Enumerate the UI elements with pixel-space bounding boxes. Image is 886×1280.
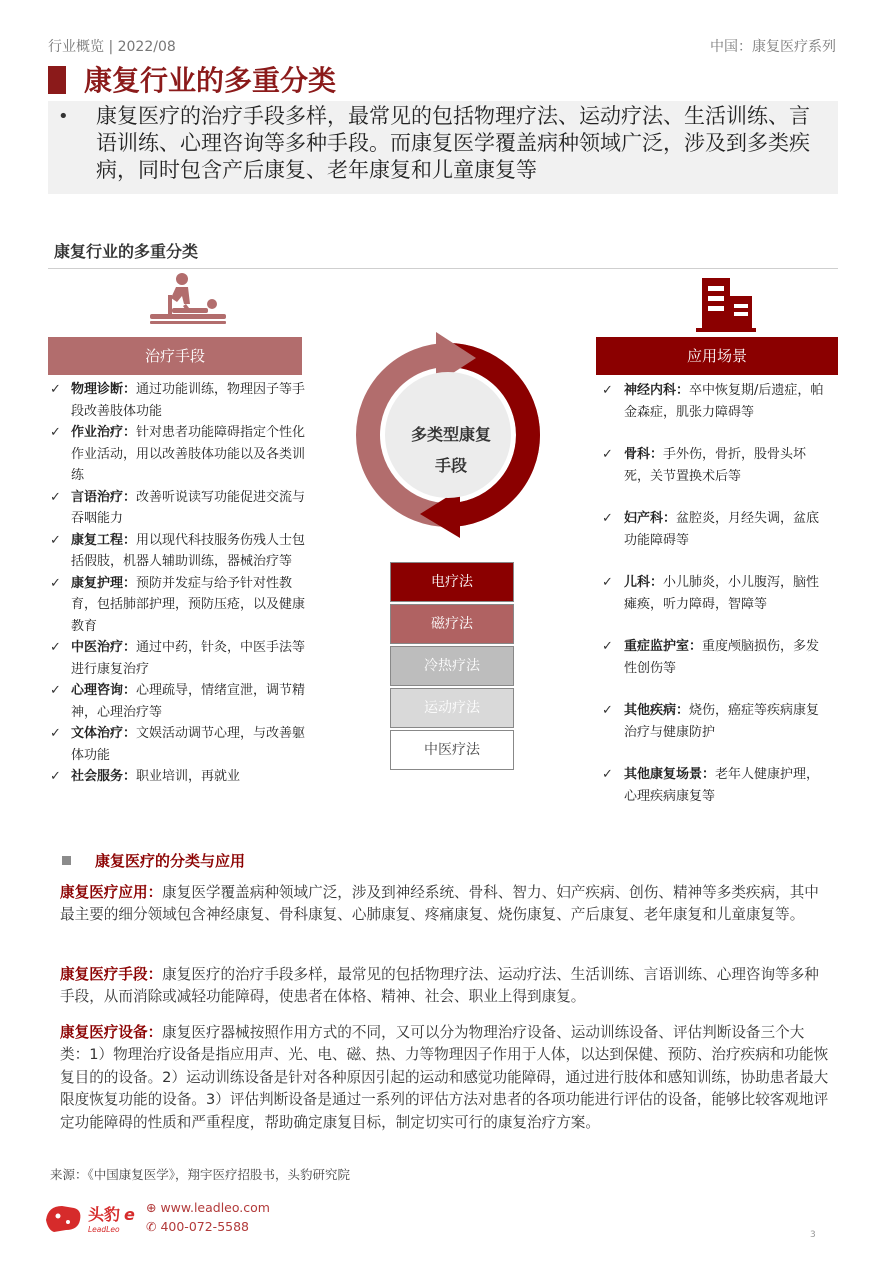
svg-text:LeadLeo: LeadLeo <box>88 1225 120 1234</box>
list-item <box>48 573 310 638</box>
list-item <box>600 572 830 615</box>
subsection-title: 康复医疗的分类与应用 <box>95 852 246 870</box>
list-item <box>48 379 310 422</box>
paragraph-methods <box>60 964 830 1009</box>
cycle-label-line: 多类型康复 <box>410 425 491 444</box>
application-scenarios-list <box>600 380 830 828</box>
check-icon: ✓ <box>50 726 61 741</box>
paragraph-text: 康复医疗的治疗手段多样，最常见的包括物理疗法、运动疗法、生活训练、言语训练、心理咨询等多种手段，从而消除或减轻功能障碍，使患者在体格、精神、社会、职业上得到康复。 <box>60 966 819 1006</box>
item-key: 物理诊断： <box>71 382 137 397</box>
item-key: 儿科： <box>624 575 664 590</box>
item-key: 其他康复场景： <box>624 767 716 782</box>
item-text: 烧伤，癌症等疾病康复治疗与健康防护 <box>624 703 820 740</box>
item-text: 手外伤，骨折，股骨头坏死，关节置换术后等 <box>624 447 807 484</box>
check-icon: ✓ <box>602 703 613 718</box>
website-text: www.leadleo.com <box>160 1200 270 1215</box>
check-icon: ✓ <box>602 639 613 654</box>
svg-text:e: e <box>124 1205 135 1224</box>
list-item <box>48 680 310 723</box>
item-key: 其他疾病： <box>624 703 690 718</box>
divider <box>48 268 838 269</box>
item-key: 康复工程： <box>71 532 137 548</box>
item-text: 盆腔炎，月经失调，盆底功能障碍等 <box>624 511 820 548</box>
check-icon: ✓ <box>50 769 61 784</box>
check-icon: ✓ <box>602 447 613 462</box>
method-thermotherapy: 冷热疗法 <box>390 646 514 686</box>
method-electrotherapy: 电疗法 <box>390 562 514 602</box>
application-scenarios-heading: 应用场景 <box>596 337 838 375</box>
item-text: 老年人健康护理，心理疾病康复等 <box>624 767 820 804</box>
item-key: 文体治疗： <box>71 726 137 741</box>
item-key: 重症监护室： <box>624 639 703 654</box>
phone-number <box>146 1219 249 1234</box>
cycle-label <box>396 419 506 481</box>
square-bullet-icon <box>62 856 71 865</box>
massage-therapy-icon <box>146 272 228 328</box>
list-item <box>600 700 830 743</box>
report-category: 行业概览 | 2022/08 <box>48 39 176 55</box>
list-item <box>48 723 310 766</box>
item-key: 社会服务： <box>71 769 137 784</box>
cycle-label-line: 手段 <box>434 456 467 475</box>
item-key: 心理咨询： <box>71 683 137 698</box>
item-key: 作业治疗： <box>71 425 137 440</box>
list-item <box>600 508 830 551</box>
method-tcm-therapy: 中医疗法 <box>390 730 514 770</box>
check-icon: ✓ <box>50 489 61 505</box>
check-icon: ✓ <box>50 683 61 698</box>
check-icon: ✓ <box>602 383 613 398</box>
list-item <box>48 637 310 680</box>
check-icon: ✓ <box>602 511 613 526</box>
list-item <box>48 530 310 573</box>
list-item <box>48 487 310 530</box>
list-item <box>600 444 830 487</box>
page-title: 康复行业的多重分类 <box>84 64 337 97</box>
list-item <box>48 766 310 788</box>
website-link[interactable] <box>146 1200 270 1215</box>
item-text: 小儿肺炎，小儿腹泻，脑性瘫痪，听力障碍，智障等 <box>624 575 820 612</box>
item-text: 重度颅脑损伤，多发性创伤等 <box>624 639 820 676</box>
check-icon: ✓ <box>50 382 61 397</box>
check-icon: ✓ <box>50 640 61 655</box>
therapy-methods-stack <box>390 562 514 772</box>
list-item <box>600 380 830 423</box>
title-accent-bar <box>48 66 66 94</box>
item-key: 骨科： <box>624 447 664 462</box>
summary-text: 康复医疗的治疗手段多样，最常见的包括物理疗法、运动疗法、生活训练、言语训练、心理咨询等多种手段。而康复医学覆盖病种领域广泛，涉及到多类疾病，同时包含产后康复、老年康复和儿童康复等 <box>96 104 810 182</box>
paragraph-text: 康复医学覆盖病种领域广泛，涉及到神经系统、骨科、智力、妇产疾病、创伤、精神等多类疾病，其中最主要的细分领域包含神经康复、骨科康复、心肺康复、疼痛康复、烧伤康复、产后康复、老年康复和儿童康复等。 <box>60 884 819 924</box>
list-item <box>48 422 310 487</box>
item-key: 中医治疗： <box>71 640 137 655</box>
item-text: 心理疏导，情绪宣泄，调节精神，心理治疗等 <box>71 683 306 720</box>
check-icon: ✓ <box>50 425 61 440</box>
item-key: 康复护理： <box>71 575 137 591</box>
list-item <box>600 764 830 807</box>
item-text: 通过功能训练，物理因子等手段改善肢体功能 <box>71 382 306 419</box>
check-icon: ✓ <box>602 767 613 782</box>
paragraph-key: 康复医疗手段： <box>60 966 163 983</box>
item-text: 职业培训，再就业 <box>136 769 241 784</box>
svg-text:头豹: 头豹 <box>88 1205 121 1224</box>
item-key: 妇产科： <box>624 511 677 526</box>
section-title: 康复行业的多重分类 <box>54 242 199 261</box>
leadleo-logo <box>44 1198 156 1238</box>
item-text: 通过中药，针灸，中医手法等进行康复治疗 <box>71 640 306 677</box>
page-number: 3 <box>810 1230 816 1240</box>
method-magnetotherapy: 磁疗法 <box>390 604 514 644</box>
paragraph-equipment <box>60 1022 830 1134</box>
treatment-methods-heading: 治疗手段 <box>48 337 302 375</box>
item-text: 卒中恢复期/后遗症，帕金森症，肌张力障碍等 <box>624 383 824 420</box>
paragraph-applications <box>60 882 830 927</box>
globe-icon: ⊕ <box>146 1200 161 1215</box>
item-text: 文娱活动调节心理，与改善躯体功能 <box>71 726 306 763</box>
check-icon: ✓ <box>50 532 61 548</box>
paragraph-key: 康复医疗设备： <box>60 1024 163 1041</box>
method-exercise-therapy: 运动疗法 <box>390 688 514 728</box>
hospital-building-icon <box>696 278 756 332</box>
bullet-icon: • <box>58 106 69 127</box>
phone-text: 400-072-5588 <box>160 1219 250 1234</box>
item-text: 用以现代科技服务伤残人士包括假肢，机器人辅助训练，器械治疗等 <box>71 532 306 569</box>
source-note: 来源：《中国康复医学》，翔宇医疗招股书，头豹研究院 <box>50 1167 351 1182</box>
report-series: 中国：康复医疗系列 <box>710 39 836 55</box>
item-text: 针对患者功能障碍指定个性化作业活动，用以改善肢体功能以及各类训练 <box>71 425 306 483</box>
treatment-methods-list <box>48 379 310 788</box>
item-key: 言语治疗： <box>71 489 137 505</box>
phone-icon: ✆ <box>146 1219 161 1234</box>
paragraph-text: 康复医疗器械按照作用方式的不同，又可以分为物理治疗设备、运动训练设备、评估判断设备三个大类：1）物理治疗设备是指应用声、光、电、磁、热、力等物理因子作用于人体，以达到保健、预防、治疗疾病和功能恢复目的的设备。2）运动训练设备是针对各种原因引起的运动和感觉功能障碍，通过进行肢体和感知训练，协助患者最大限度恢复功能的设备。3）评估判断设备是通过一系列的评估方法对患者的各项功能进行评估的设备，能够比较客观地评定功能障碍的性质和严重程度，帮助确定康复目标，制定切实可行的康复治疗方案。 <box>60 1024 829 1131</box>
item-key: 神经内科： <box>624 383 690 398</box>
item-text: 改善听说读写功能促进交流与吞咽能力 <box>71 489 306 526</box>
list-item <box>600 636 830 679</box>
paragraph-key: 康复医疗应用： <box>60 884 163 901</box>
check-icon: ✓ <box>602 575 613 590</box>
check-icon: ✓ <box>50 575 61 591</box>
item-text: 预防并发症与给予针对性教育，包括肺部护理，预防压疮，以及健康教育 <box>71 575 306 634</box>
